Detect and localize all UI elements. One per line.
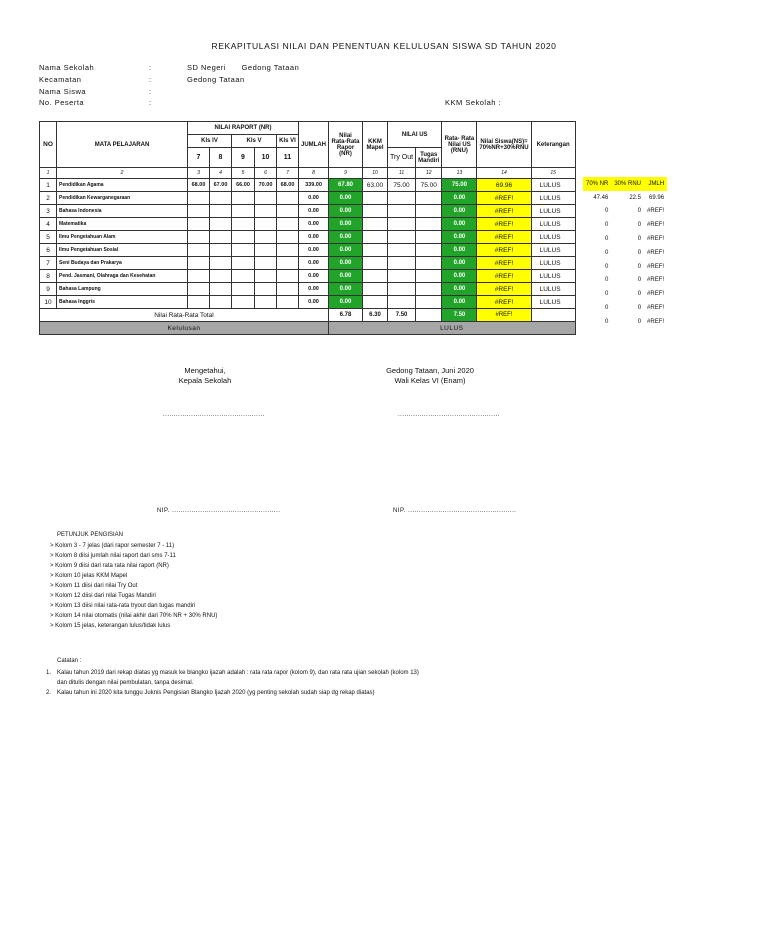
side-cell: 0 xyxy=(605,236,609,243)
row-try-out xyxy=(388,192,416,205)
row-kkm xyxy=(363,205,388,218)
row-mapel: Bahasa Lampung xyxy=(57,283,188,296)
side-cell: 0 xyxy=(637,208,642,215)
petunjuk-item: > Kolom 15 jelas, keterangan lulus/tidak lulus xyxy=(50,623,171,629)
row-semester-value xyxy=(188,231,210,244)
catatan-number: 1. xyxy=(46,670,52,676)
row-try-out xyxy=(388,283,416,296)
rekap-table xyxy=(39,121,576,335)
table-row xyxy=(40,231,576,244)
side-cell: 0 xyxy=(637,236,642,243)
petunjuk-item: > Kolom 3 - 7 jelas (dari rapor semester 7 - 11) xyxy=(50,543,175,549)
row-tugas-mandiri xyxy=(416,205,442,218)
row-ns: #REF! xyxy=(477,244,531,257)
row-no: 8 xyxy=(40,270,57,283)
row-no: 10 xyxy=(40,296,57,309)
row-mapel: Ilmu Pengetahuan Alam xyxy=(57,231,188,244)
catatan-text-continued: dan ditulis dengan nilai pembulatan, tanpa desimal. xyxy=(57,680,194,686)
column-number: 1 xyxy=(40,168,57,179)
petunjuk-list xyxy=(50,541,217,631)
total-empty xyxy=(531,309,575,322)
row-semester-value xyxy=(255,270,277,283)
row-semester-value: 66.00 xyxy=(232,179,255,192)
row-nr: 0.00 xyxy=(329,231,363,244)
row-mapel: Seni Budaya dan Prakarya xyxy=(57,257,188,270)
side-row xyxy=(583,232,667,246)
info-label-kecamatan: Kecamatan xyxy=(39,75,82,84)
row-kkm: 63.00 xyxy=(363,179,388,192)
side-cell: #REF! xyxy=(647,222,665,229)
row-tugas-mandiri xyxy=(416,244,442,257)
table-row xyxy=(40,244,576,257)
row-no: 4 xyxy=(40,218,57,231)
row-mapel: Pendidikan Agama xyxy=(57,179,188,192)
row-semester-value xyxy=(277,231,299,244)
catatan-body xyxy=(57,688,375,698)
column-number: 3 xyxy=(188,168,210,179)
row-ns: #REF! xyxy=(477,283,531,296)
row-tugas-mandiri xyxy=(416,296,442,309)
row-try-out xyxy=(388,218,416,231)
row-no: 7 xyxy=(40,257,57,270)
row-keterangan: LULUS xyxy=(531,244,575,257)
header-sem: 9 xyxy=(232,148,255,168)
header-kls4: Kls IV xyxy=(188,135,232,148)
row-nr: 0.00 xyxy=(329,257,363,270)
side-cell: 0 xyxy=(637,222,642,229)
row-kkm xyxy=(363,283,388,296)
row-mapel: Pendidikan Kewarganegaraan xyxy=(57,192,188,205)
row-semester-value xyxy=(232,205,255,218)
row-kkm xyxy=(363,231,388,244)
row-jumlah: 0.00 xyxy=(299,218,329,231)
kelulusan-value: LULUS xyxy=(329,322,576,335)
row-semester-value xyxy=(210,296,232,309)
row-tugas-mandiri xyxy=(416,192,442,205)
row-semester-value xyxy=(210,231,232,244)
column-number: 9 xyxy=(329,168,363,179)
side-cell: 47.46 xyxy=(593,194,609,201)
side-cell: 0 xyxy=(605,222,609,229)
column-number: 2 xyxy=(57,168,188,179)
table-row xyxy=(40,283,576,296)
row-rnu: 0.00 xyxy=(442,244,477,257)
row-keterangan: LULUS xyxy=(531,231,575,244)
row-semester-value xyxy=(232,257,255,270)
row-semester-value: 68.00 xyxy=(277,179,299,192)
row-semester-value xyxy=(188,205,210,218)
row-nr: 0.00 xyxy=(329,296,363,309)
side-row xyxy=(583,205,667,219)
total-kkm: 6.30 xyxy=(363,309,388,322)
row-ns: 69.96 xyxy=(477,179,531,192)
column-number: 5 xyxy=(232,168,255,179)
row-try-out xyxy=(388,257,416,270)
side-cell: 0 xyxy=(605,263,609,270)
signature-right xyxy=(360,366,500,386)
table-row xyxy=(40,179,576,192)
row-keterangan: LULUS xyxy=(531,257,575,270)
row-ns: #REF! xyxy=(477,205,531,218)
header-nilai-raport: NILAI RAPORT (NR) xyxy=(188,122,299,135)
side-cell: #REF! xyxy=(647,263,665,270)
row-keterangan: LULUS xyxy=(531,179,575,192)
row-ns: #REF! xyxy=(477,192,531,205)
row-nr: 67.80 xyxy=(329,179,363,192)
row-try-out xyxy=(388,205,416,218)
row-semester-value xyxy=(232,296,255,309)
side-cell: #REF! xyxy=(647,291,665,298)
side-cell: #REF! xyxy=(647,236,665,243)
row-keterangan: LULUS xyxy=(531,192,575,205)
row-rnu: 0.00 xyxy=(442,192,477,205)
nip-left: NIP. .................................................. xyxy=(157,508,281,514)
info-colon: : xyxy=(149,75,152,84)
row-semester-value: 68.00 xyxy=(188,179,210,192)
total-label: Nilai Rata-Rata Total xyxy=(40,309,329,322)
row-semester-value xyxy=(232,283,255,296)
row-semester-value xyxy=(255,231,277,244)
row-try-out xyxy=(388,296,416,309)
row-jumlah: 0.00 xyxy=(299,257,329,270)
info-label-school: Nama Sekolah xyxy=(39,63,95,72)
catatan-text: Kalau tahun ini 2020 kita tunggu Juknis Pengisian Blangko Ijazah 2020 (yg penting sekolah sudah siap dg rekap diatas) xyxy=(57,690,375,696)
row-ns: #REF! xyxy=(477,270,531,283)
row-semester-value xyxy=(255,192,277,205)
row-ns: #REF! xyxy=(477,231,531,244)
row-nr: 0.00 xyxy=(329,283,363,296)
row-rnu: 0.00 xyxy=(442,283,477,296)
side-row xyxy=(583,191,667,205)
row-keterangan: LULUS xyxy=(531,296,575,309)
row-semester-value xyxy=(255,283,277,296)
row-jumlah: 0.00 xyxy=(299,270,329,283)
kkm-sekolah-label: KKM Sekolah : xyxy=(445,98,502,107)
header-nilai-us: NILAI US xyxy=(388,122,442,148)
header-sem: 8 xyxy=(210,148,232,168)
row-nr: 0.00 xyxy=(329,244,363,257)
header-mapel: MATA PELAJARAN xyxy=(57,122,188,168)
header-kls6: Kls VI xyxy=(277,135,299,148)
side-cell: 69.96 xyxy=(649,194,665,201)
row-no: 1 xyxy=(40,179,57,192)
petunjuk-item: > Kolom 13 diisi nilai rata-rata tryout dan tugas mandiri xyxy=(50,603,196,609)
table-row xyxy=(40,296,576,309)
petunjuk-item: > Kolom 10 jelas KKM Mapel xyxy=(50,573,128,579)
column-number: 12 xyxy=(416,168,442,179)
row-tugas-mandiri xyxy=(416,270,442,283)
row-semester-value xyxy=(188,296,210,309)
header-kkm-mapel: KKM Mapel xyxy=(363,122,388,168)
column-number: 8 xyxy=(299,168,329,179)
side-row xyxy=(583,274,667,288)
row-mapel: Ilmu Pengetahuan Sosial xyxy=(57,244,188,257)
row-tugas-mandiri xyxy=(416,218,442,231)
side-cell: #REF! xyxy=(647,305,665,312)
row-tugas-mandiri: 75.00 xyxy=(416,179,442,192)
row-nr: 0.00 xyxy=(329,218,363,231)
side-cell: 0 xyxy=(605,318,609,325)
row-semester-value xyxy=(277,296,299,309)
header-nilai-siswa: Nilai Siswa(NS)= 70%NR+30%RNU xyxy=(477,122,531,168)
table-row xyxy=(40,192,576,205)
row-semester-value xyxy=(277,270,299,283)
catatan-body xyxy=(57,668,419,688)
side-cell: 0 xyxy=(637,318,642,325)
row-semester-value xyxy=(277,283,299,296)
row-kkm xyxy=(363,218,388,231)
row-keterangan: LULUS xyxy=(531,218,575,231)
side-row xyxy=(583,315,667,329)
petunjuk-item: > Kolom 11 diisi dari nilai Try Out xyxy=(50,583,138,589)
side-cell: #REF! xyxy=(647,249,665,256)
row-keterangan: LULUS xyxy=(531,283,575,296)
petunjuk-item: > Kolom 9 diisi dari rata rata nilai raport (NR) xyxy=(50,563,169,569)
row-semester-value: 70.00 xyxy=(255,179,277,192)
column-number: 15 xyxy=(531,168,575,179)
info-colon: : xyxy=(149,63,152,72)
header-sem: 11 xyxy=(277,148,299,168)
row-rnu: 0.00 xyxy=(442,218,477,231)
catatan-item xyxy=(46,668,566,688)
row-kkm xyxy=(363,257,388,270)
row-semester-value xyxy=(188,244,210,257)
side-cell: 0 xyxy=(637,263,642,270)
row-rnu: 0.00 xyxy=(442,270,477,283)
side-cell: 0 xyxy=(605,249,609,256)
table-row xyxy=(40,205,576,218)
total-ns: #REF! xyxy=(477,309,531,322)
row-semester-value xyxy=(210,244,232,257)
info-colon: : xyxy=(149,98,152,107)
catatan-number: 2. xyxy=(46,690,52,696)
catatan-text: Kalau tahun 2019 dari rekap diatas yg masuk ke blangko ijazah adalah : rata rata rapor (kolom 9), dan rata rata ujian sekolah (kolom 13) xyxy=(57,670,419,676)
side-cell: 22.5 xyxy=(629,194,642,201)
column-number: 4 xyxy=(210,168,232,179)
row-semester-value xyxy=(210,218,232,231)
side-cell: 0 xyxy=(637,291,642,298)
side-cell: 0 xyxy=(637,249,642,256)
row-semester-value: 67.00 xyxy=(210,179,232,192)
row-semester-value xyxy=(255,296,277,309)
table-row xyxy=(40,218,576,231)
row-semester-value xyxy=(232,218,255,231)
row-semester-value xyxy=(232,270,255,283)
row-semester-value xyxy=(277,218,299,231)
nip-right: NIP. .................................................. xyxy=(393,508,517,514)
side-cell: #REF! xyxy=(647,277,665,284)
signature-left xyxy=(150,366,260,386)
total-to: 7.50 xyxy=(388,309,416,322)
row-semester-value xyxy=(210,205,232,218)
row-no: 3 xyxy=(40,205,57,218)
column-number: 13 xyxy=(442,168,477,179)
info-label-peserta: No. Peserta xyxy=(39,98,85,107)
side-header: 70% NR xyxy=(586,180,609,187)
row-semester-value xyxy=(232,192,255,205)
row-semester-value xyxy=(210,283,232,296)
row-semester-value xyxy=(277,257,299,270)
row-try-out xyxy=(388,270,416,283)
side-row xyxy=(583,301,667,315)
header-rata-rapor: Nilai Rata-Rata Rapor (NR) xyxy=(329,122,363,168)
signature-right-line1: Gedong Tataan, Juni 2020 xyxy=(386,366,474,375)
row-mapel: Matematika xyxy=(57,218,188,231)
total-rnu: 7.50 xyxy=(442,309,477,322)
header-rata-us: Rata- Rata Nilai US (RNU) xyxy=(442,122,477,168)
row-semester-value xyxy=(277,244,299,257)
info-label-siswa: Nama Siswa xyxy=(39,87,87,96)
row-semester-value xyxy=(188,283,210,296)
row-semester-value xyxy=(232,244,255,257)
side-row xyxy=(583,246,667,260)
row-semester-value xyxy=(210,192,232,205)
catatan-list xyxy=(46,668,566,698)
row-semester-value xyxy=(188,218,210,231)
side-row xyxy=(583,287,667,301)
info-value-kecamatan: Gedong Tataan xyxy=(187,75,245,84)
signature-dots-left: ............................................... xyxy=(163,412,265,418)
row-tugas-mandiri xyxy=(416,283,442,296)
side-cell: 0 xyxy=(605,305,609,312)
side-cell: 0 xyxy=(605,291,609,298)
row-semester-value xyxy=(255,257,277,270)
row-rnu: 75.00 xyxy=(442,179,477,192)
column-number: 14 xyxy=(477,168,531,179)
info-colon: : xyxy=(149,87,152,96)
row-tugas-mandiri xyxy=(416,231,442,244)
row-semester-value xyxy=(210,270,232,283)
column-number: 10 xyxy=(363,168,388,179)
column-number: 6 xyxy=(255,168,277,179)
side-cell: 0 xyxy=(637,277,642,284)
column-number: 7 xyxy=(277,168,299,179)
signature-dots-right: ............................................... xyxy=(398,412,500,418)
row-semester-value xyxy=(255,205,277,218)
row-nr: 0.00 xyxy=(329,192,363,205)
side-header: JMLH xyxy=(648,180,665,187)
row-semester-value xyxy=(255,244,277,257)
header-tugas-mandiri: Tugas Mandiri xyxy=(416,148,442,168)
row-jumlah: 0.00 xyxy=(299,244,329,257)
row-rnu: 0.00 xyxy=(442,257,477,270)
row-try-out: 75.00 xyxy=(388,179,416,192)
row-rnu: 0.00 xyxy=(442,296,477,309)
row-mapel: Bahasa Inggris xyxy=(57,296,188,309)
row-mapel: Pend. Jasmani, Olahraga dan Kesehatan xyxy=(57,270,188,283)
row-try-out xyxy=(388,244,416,257)
column-number-row xyxy=(40,168,576,179)
row-ns: #REF! xyxy=(477,218,531,231)
table-row xyxy=(40,257,576,270)
header-sem: 7 xyxy=(188,148,210,168)
side-header: 30% RNU xyxy=(614,180,642,187)
row-no: 6 xyxy=(40,244,57,257)
catatan-item xyxy=(46,688,566,698)
row-keterangan: LULUS xyxy=(531,205,575,218)
row-try-out xyxy=(388,231,416,244)
table-row xyxy=(40,270,576,283)
column-number: 11 xyxy=(388,168,416,179)
row-jumlah: 0.00 xyxy=(299,205,329,218)
side-row xyxy=(583,218,667,232)
row-semester-value xyxy=(188,192,210,205)
row-semester-value xyxy=(188,270,210,283)
kelulusan-label: Kelulusan xyxy=(40,322,329,335)
row-semester-value xyxy=(188,257,210,270)
row-kkm xyxy=(363,270,388,283)
catatan-title: Catatan : xyxy=(57,658,82,664)
header-keterangan: Keterangan xyxy=(531,122,575,168)
row-ns: #REF! xyxy=(477,257,531,270)
header-no: NO xyxy=(40,122,57,168)
row-nr: 0.00 xyxy=(329,205,363,218)
row-kkm xyxy=(363,192,388,205)
header-try-out: Try Out xyxy=(388,148,416,168)
row-jumlah: 0.00 xyxy=(299,192,329,205)
row-kkm xyxy=(363,244,388,257)
header-jumlah: JUMLAH xyxy=(299,122,329,168)
petunjuk-item: > Kolom 12 diisi dari nilai Tugas Mandiri xyxy=(50,593,156,599)
petunjuk-item: > Kolom 8 diisi jumlah nilai raport dari sms 7-11 xyxy=(50,553,176,559)
total-nr: 6.78 xyxy=(329,309,363,322)
row-jumlah: 339.00 xyxy=(299,179,329,192)
row-ns: #REF! xyxy=(477,296,531,309)
row-no: 9 xyxy=(40,283,57,296)
row-tugas-mandiri xyxy=(416,257,442,270)
row-semester-value xyxy=(210,257,232,270)
row-semester-value xyxy=(232,231,255,244)
header-sem: 10 xyxy=(255,148,277,168)
row-no: 5 xyxy=(40,231,57,244)
row-keterangan: LULUS xyxy=(531,270,575,283)
side-cell: 0 xyxy=(637,305,642,312)
row-no: 2 xyxy=(40,192,57,205)
signature-right-line2: Wali Kelas VI (Enam) xyxy=(394,376,466,385)
row-rnu: 0.00 xyxy=(442,205,477,218)
petunjuk-item: > Kolom 14 nilai otomatis (nilai akhir dari 70% NR + 30% RNU) xyxy=(50,613,218,619)
row-semester-value xyxy=(277,192,299,205)
row-rnu: 0.00 xyxy=(442,231,477,244)
header-kls5: Kls V xyxy=(232,135,277,148)
row-mapel: Bahasa Indonesia xyxy=(57,205,188,218)
row-nr: 0.00 xyxy=(329,270,363,283)
info-value-school: SD Negeri Gedong Tataan xyxy=(187,63,300,72)
row-jumlah: 0.00 xyxy=(299,283,329,296)
row-jumlah: 0.00 xyxy=(299,296,329,309)
row-semester-value xyxy=(255,218,277,231)
side-calc-table xyxy=(583,177,667,329)
signature-left-line1: Mengetahui, xyxy=(184,366,226,375)
page-title: REKAPITULASI NILAI DAN PENENTUAN KELULUSAN SISWA SD TAHUN 2020 xyxy=(211,41,557,51)
total-empty xyxy=(416,309,442,322)
side-cell: 0 xyxy=(605,208,609,215)
petunjuk-title: PETUNJUK PENGISIAN xyxy=(57,532,124,538)
side-row xyxy=(583,260,667,274)
side-cell: #REF! xyxy=(647,318,665,325)
row-jumlah: 0.00 xyxy=(299,231,329,244)
signature-left-line2: Kepala Sekolah xyxy=(178,376,232,385)
row-kkm xyxy=(363,296,388,309)
side-cell: 0 xyxy=(605,277,609,284)
row-semester-value xyxy=(277,205,299,218)
side-cell: #REF! xyxy=(647,208,665,215)
